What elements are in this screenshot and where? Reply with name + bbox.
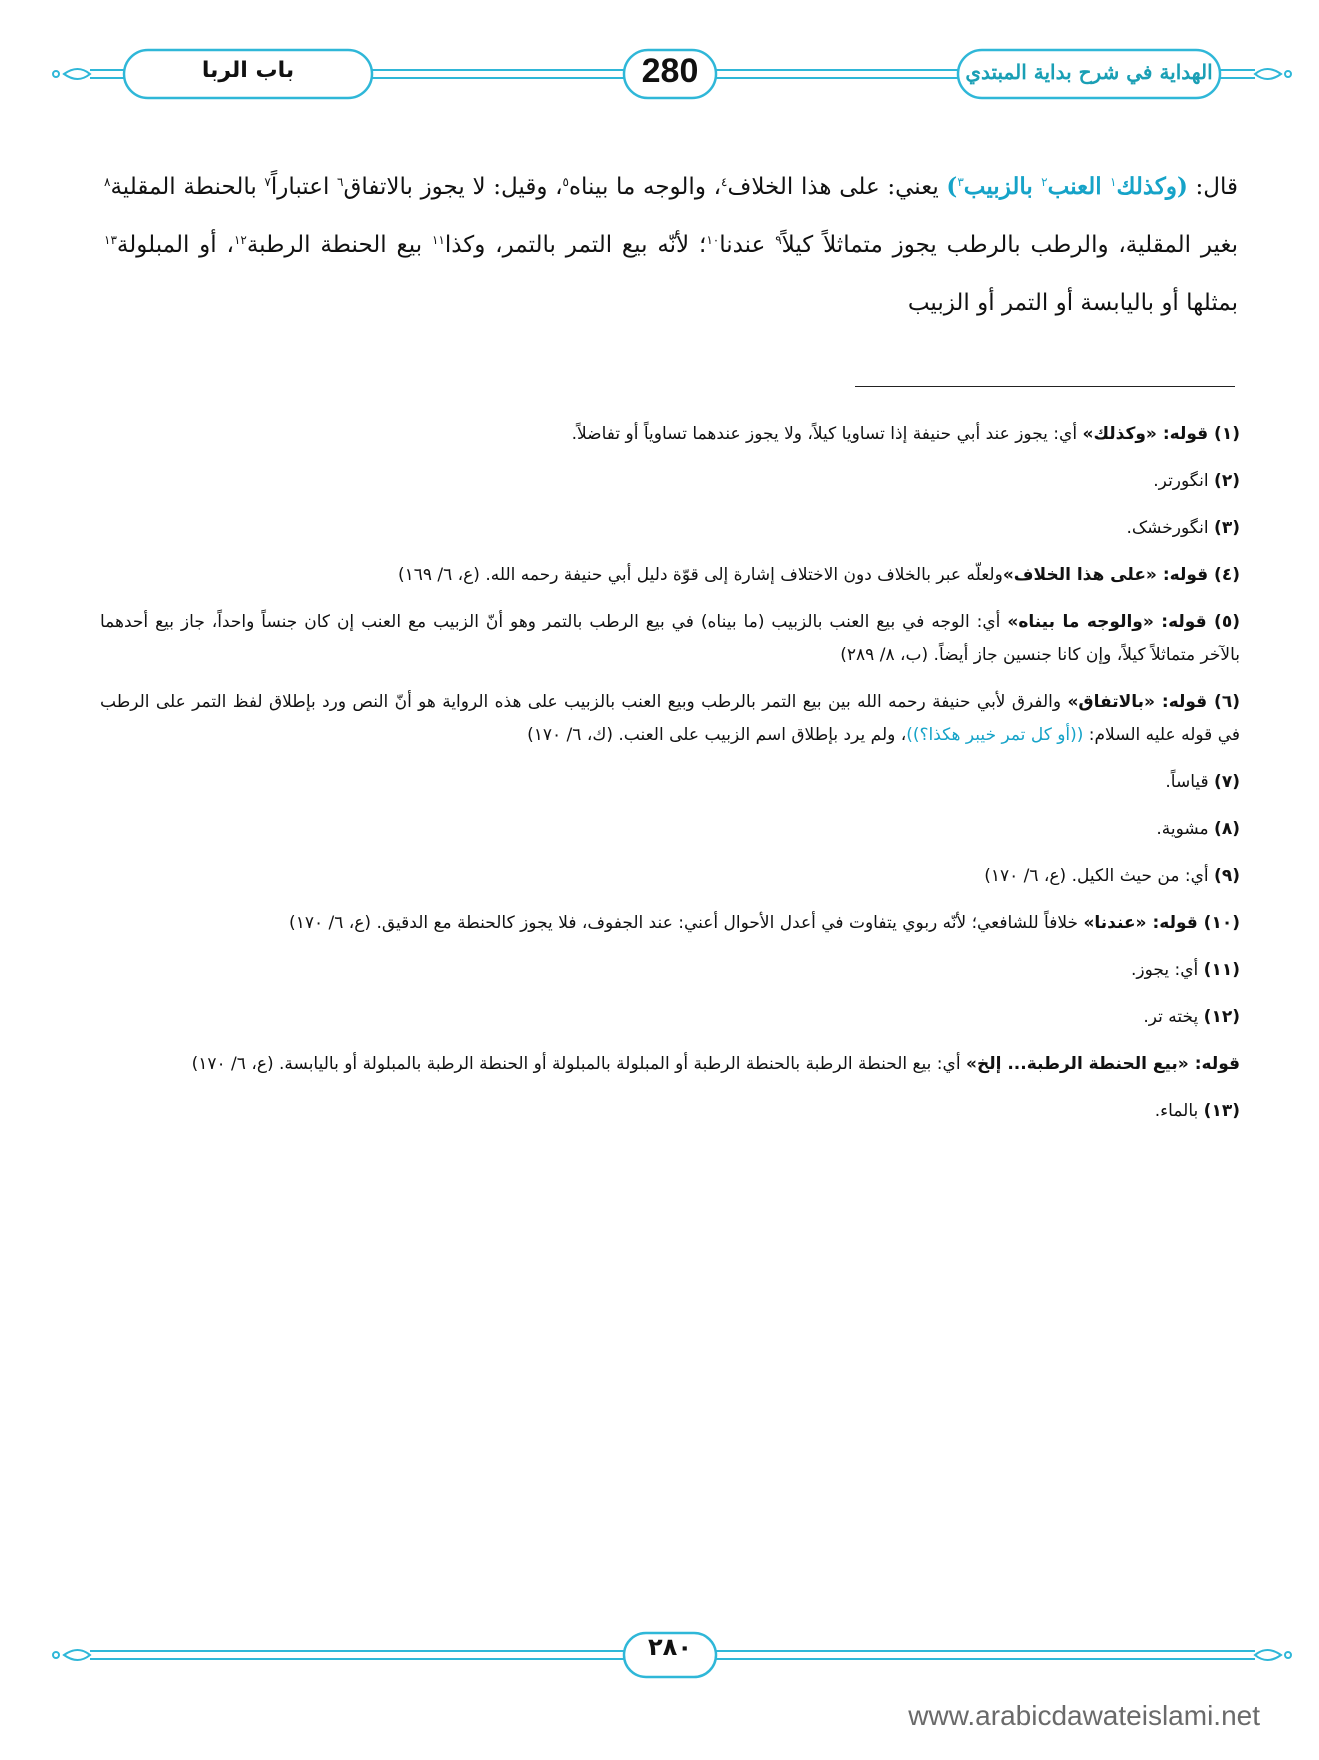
footnote-body: أي: من حيث الكيل. (ع، ٦/ ١٧٠) xyxy=(984,866,1215,886)
footnote-ref: ١٣ xyxy=(104,233,117,247)
text-run: ، وقيل: لا يجوز بالاتفاق xyxy=(343,174,563,200)
footnote-13 xyxy=(100,1095,1240,1128)
footnote-ref: ٦ xyxy=(337,175,344,189)
text-run: اعتباراً xyxy=(270,174,338,200)
footer-page-number: ٢٨٠ xyxy=(648,1633,692,1661)
footnote-lead: قوله: «وكذلك» xyxy=(1082,424,1215,444)
page-number: 280 xyxy=(641,52,699,90)
footnote-6 xyxy=(100,686,1240,752)
text-run: (وكذلك xyxy=(1116,173,1188,200)
footnote-lead: قوله: «عندنا» xyxy=(1083,913,1204,933)
footnote-body: ، ولم يرد بإطلاق اسم الزبيب على العنب. (ك، ٦/ ١٧٠) xyxy=(527,725,907,745)
text-run: بيع الحنطة الرطبة xyxy=(246,232,432,258)
footnote-number: (٧) xyxy=(1214,772,1240,792)
text-run: يعني: على هذا الخلاف xyxy=(727,174,947,200)
footnote-separator xyxy=(855,386,1235,387)
text-run: العنب xyxy=(1047,173,1111,200)
website-watermark: www.arabicdawateislami.net xyxy=(908,1700,1260,1731)
section-title: باب الربا xyxy=(201,58,295,83)
footnote-body: أي: يجوز عند أبي حنيفة إذا تساويا كيلاً، ولا يجوز عندهما تساوياً أو تفاضلاً. xyxy=(571,424,1083,444)
footnote-ref: ٨ xyxy=(104,175,111,189)
footnote-ref: ٥ xyxy=(562,175,569,189)
text-run: قال: xyxy=(1187,174,1239,200)
footnote-3 xyxy=(100,512,1240,545)
text-run: بمثلها أو باليابسة أو التمر أو الزبيب xyxy=(907,290,1238,316)
footnote-ref: ١١ xyxy=(431,233,445,247)
hadith-quote: ((أو كل تمر خيبر هكذا؟)) xyxy=(906,725,1084,745)
footnote-number: (٦) xyxy=(1214,692,1240,712)
text-run: ، أو المبلولة xyxy=(116,232,234,258)
footnote-number: (٤) xyxy=(1214,565,1240,585)
footnote-10 xyxy=(100,907,1240,940)
main-text xyxy=(104,158,1238,332)
footnote-ref: ٧ xyxy=(264,175,271,189)
footnote-ref: ٩ xyxy=(775,233,782,247)
footnote-body: والفرق لأبي حنيفة رحمه الله بين بيع التمر بالرطب وبيع العنب بالزبيب على هذه الرواية هو أنّ النص ورد بإطلاق لفظ التمر على الرطب في قوله عليه السلام: xyxy=(100,692,1240,745)
text-run: بغير المقلية، والرطب بالرطب يجوز متماثلاً كيلاً xyxy=(781,232,1238,258)
footnote-body: قياساً. xyxy=(1165,772,1215,792)
footnote-lead: قوله: «على هذا الخلاف» xyxy=(1002,565,1215,585)
footnote-number: (١٣) xyxy=(1203,1101,1240,1121)
footnote-number: (١٢) xyxy=(1203,1007,1240,1027)
footnote-ref: ١٢ xyxy=(233,233,247,247)
text-run: ، والوجه ما بيناه xyxy=(569,174,722,200)
footnote-number: (٨) xyxy=(1214,819,1240,839)
footnote-7 xyxy=(100,766,1240,799)
book-title: الهداية في شرح بداية المبتدي xyxy=(965,60,1213,84)
footnotes xyxy=(100,418,1240,1142)
footnote-lead: قوله: «بالاتفاق» xyxy=(1067,692,1215,712)
text-run: بالحنطة المقلية xyxy=(110,174,265,200)
text-run: ؛ لأنّه بيع التمر بالتمر، وكذا xyxy=(444,232,707,258)
footnote-number: (١٠) xyxy=(1203,913,1240,933)
footnote-number: (٣) xyxy=(1214,518,1240,538)
footnote-number: (١) xyxy=(1214,424,1240,444)
footnote-ref: ٢ xyxy=(1041,175,1048,189)
footnote-body: أي: الوجه في بيع العنب بالزبيب (ما بيناه) في بيع الرطب بالتمر وهو أنّ الزبيب مع العنب إن كان جنساً واحداً، جاز بيع أحدهما بالآخر متماثلاً كيلاً، وإن كانا جنسين جاز أيضاً. (ب، ٨/ ٢٨٩) xyxy=(100,612,1240,665)
text-run: ) xyxy=(946,173,958,200)
footnote-ref: ١٠ xyxy=(706,233,720,247)
footnote-12-commentary xyxy=(100,1048,1240,1081)
footnote-body: خلافاً للشافعي؛ لأنّه ربوي يتفاوت في أعدل الأحوال أعني: عند الجفوف، فلا يجوز كالحنطة مع الدقيق. (ع، ٦/ ١٧٠) xyxy=(289,913,1084,933)
text-run: عندنا xyxy=(719,232,776,258)
footnote-number: (٢) xyxy=(1214,471,1240,491)
footnote-1 xyxy=(100,418,1240,451)
footnote-body: بالماء. xyxy=(1154,1101,1204,1121)
footnote-body: انگورتر. xyxy=(1153,471,1215,491)
footnote-number: (٩) xyxy=(1214,866,1240,886)
footnote-ref: ٣ xyxy=(957,175,964,189)
footnote-12 xyxy=(100,1001,1240,1034)
footnote-body: انگورخشک. xyxy=(1126,518,1215,538)
footnote-ref: ٤ xyxy=(721,175,728,189)
footnote-5 xyxy=(100,606,1240,672)
footnote-4 xyxy=(100,559,1240,592)
footnote-ref: ١ xyxy=(1110,175,1117,189)
text-run: بالزبيب xyxy=(963,173,1042,200)
footnote-11 xyxy=(100,954,1240,987)
footnote-body: أي: بيع الحنطة الرطبة بالحنطة الرطبة أو المبلولة بالمبلولة أو الحنطة الرطبة بالمبلولة أو باليابسة. (ع، ٦/ ١٧٠) xyxy=(191,1054,966,1074)
footnote-9 xyxy=(100,860,1240,893)
footnote-body: پخته تر. xyxy=(1143,1007,1204,1027)
footnote-lead: قوله: «بيع الحنطة الرطبة... إلخ» xyxy=(965,1054,1240,1074)
footnote-body: أي: يجوز. xyxy=(1131,960,1204,980)
footnote-body: ولعلّه عبر بالخلاف دون الاختلاف إشارة إلى قوّة دليل أبي حنيفة رحمه الله. (ع، ٦/ ١٦٩) xyxy=(397,565,1003,585)
footnote-lead: قوله: «والوجه ما بيناه» xyxy=(1007,612,1215,632)
footnote-2 xyxy=(100,465,1240,498)
footnote-number: (١١) xyxy=(1203,960,1240,980)
footnote-number: (٥) xyxy=(1214,612,1240,632)
footnote-body: مشوية. xyxy=(1156,819,1215,839)
footnote-8 xyxy=(100,813,1240,846)
